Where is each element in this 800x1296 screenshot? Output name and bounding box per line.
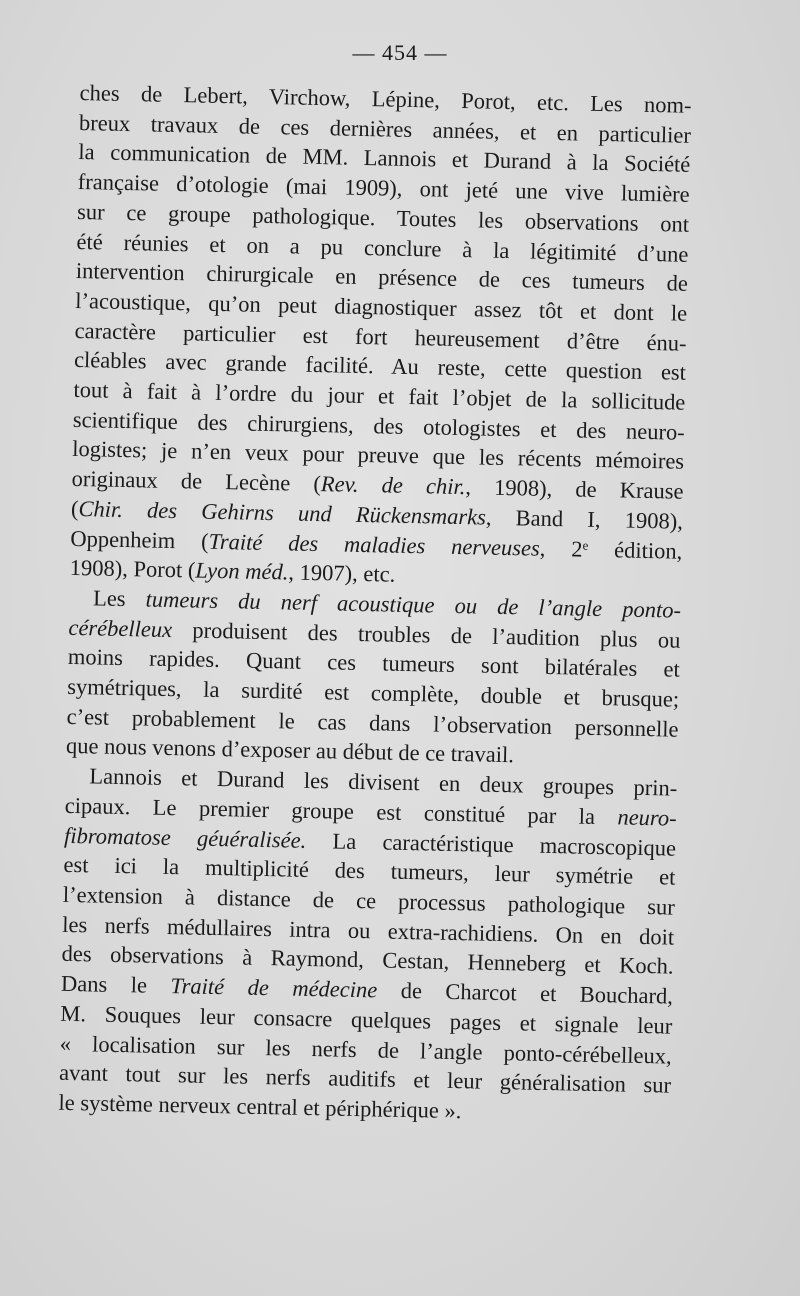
italic-text: tumeurs du nerf acoustique ou de l’angle ponto- <box>145 586 682 623</box>
text-segment: c’est probablement le cas dans l’observation personnelle <box>66 703 679 742</box>
text-segment: l’acoustique, qu’on peut diagnostiquer assez tôt et dont le <box>75 287 688 326</box>
text-segment: sur ce groupe pathologique. Toutes les observations ont <box>76 198 690 237</box>
text-segment: française d’otologie (mai 1909), ont jeté une vive lumière <box>77 169 690 207</box>
italic-text: Traité des maladies nerveuses <box>208 528 541 561</box>
text-segment: est ici la multiplicité des tumeurs, leur symétrie et <box>63 852 676 890</box>
text-segment: , 1907), etc. <box>288 559 396 587</box>
text-segment: logistes; je n’en veux pour preuve que les récents mémoires <box>71 436 685 475</box>
text-segment: symétriques, la surdité est complète, double et brusque; <box>66 673 680 712</box>
text-segment: caractère particulier est fort heureusement d’être énu- <box>74 317 687 356</box>
text-segment: l’extension à distance de ce processus pathologique sur <box>62 881 676 920</box>
text-segment: cipaux. Le premier groupe est constitué par la <box>64 792 618 830</box>
paragraph <box>66 583 682 774</box>
text-segment: « localisation sur les nerfs de l’angle ponto-cérébelleux, <box>59 1030 672 1069</box>
text-segment: intervention chirurgicale en présence de ces tumeurs de <box>75 258 689 296</box>
text-segment: édition, <box>588 536 683 564</box>
text-segment: tout à fait à l’ordre du jour et fait l’objet de la sollicitude <box>73 376 686 415</box>
text-segment: ches de Lebert, Virchow, Lépine, Porot, etc. Les nom- <box>79 79 692 118</box>
text-segment: breux travaux de ces dernières années, et en particulier <box>78 109 692 148</box>
italic-text: Chir. des Gehirns und Rückensmarks <box>78 495 487 530</box>
text-segment: M. Souques leur consacre quelques pages et signale leur <box>60 1000 673 1039</box>
italic-text: Lyon méd. <box>195 557 289 585</box>
text-segment: Oppenheim ( <box>70 525 209 554</box>
text-segment: que nous venons d’exposer au début de ce travail. <box>65 733 515 768</box>
text-segment: , 1908), de Krause <box>465 474 684 504</box>
paragraph <box>58 761 677 1130</box>
text-segment: avant tout sur les nerfs auditifs et leur généralisation sur <box>58 1059 672 1098</box>
text-segment: moins rapides. Quant ces tumeurs sont bilatérales et <box>67 644 681 683</box>
text-segment: , Band I, 1908), <box>485 504 684 534</box>
text-segment: des observations à Raymond, Cestan, Henneberg et Koch. <box>61 941 674 980</box>
italic-text: neuro- <box>617 804 677 831</box>
italic-text: Rev. de chir. <box>320 471 466 500</box>
text-segment: été réunies et on a pu conclure à la légitimité d’une <box>76 228 689 267</box>
text-segment: scientifique des chirurgiens, des otologistes et des neuro- <box>72 406 685 445</box>
text-segment: le système nerveux central et périphérique ». <box>58 1089 462 1124</box>
text-segment: les nerfs médullaires intra ou extra-rachidiens. On en doit <box>62 911 675 950</box>
italic-text: fibromatose géuéralisée. <box>63 822 307 853</box>
text-segment: Dans le <box>60 970 171 999</box>
text-segment: originaux de Lecène ( <box>71 466 322 497</box>
text-segment: , 2 <box>539 535 583 562</box>
text-segment: Les <box>92 585 146 612</box>
text-segment: La caractéristique macroscopique <box>306 827 677 861</box>
text-segment: cléables avec grande facilité. Au reste, cette question est <box>73 347 687 386</box>
body-text <box>58 78 692 1130</box>
text-segment: ( <box>70 495 79 521</box>
italic-text: Traité de médecine <box>170 973 378 1003</box>
text-segment: produisent des troubles de l’audition plus ou <box>171 616 681 653</box>
text-segment: la communication de MM. Lannois et Durand à la Société <box>78 139 691 178</box>
page-number: — 454 — <box>352 40 448 65</box>
text-segment: e <box>582 537 589 553</box>
text-segment: 1908), Porot ( <box>69 555 196 583</box>
paragraph <box>69 78 691 596</box>
text-segment: de Charcot et Bouchard, <box>377 977 674 1009</box>
italic-text: cérébelleux <box>68 614 173 642</box>
text-segment: Lannois et Durand les divisent en deux groupes prin- <box>89 763 678 801</box>
